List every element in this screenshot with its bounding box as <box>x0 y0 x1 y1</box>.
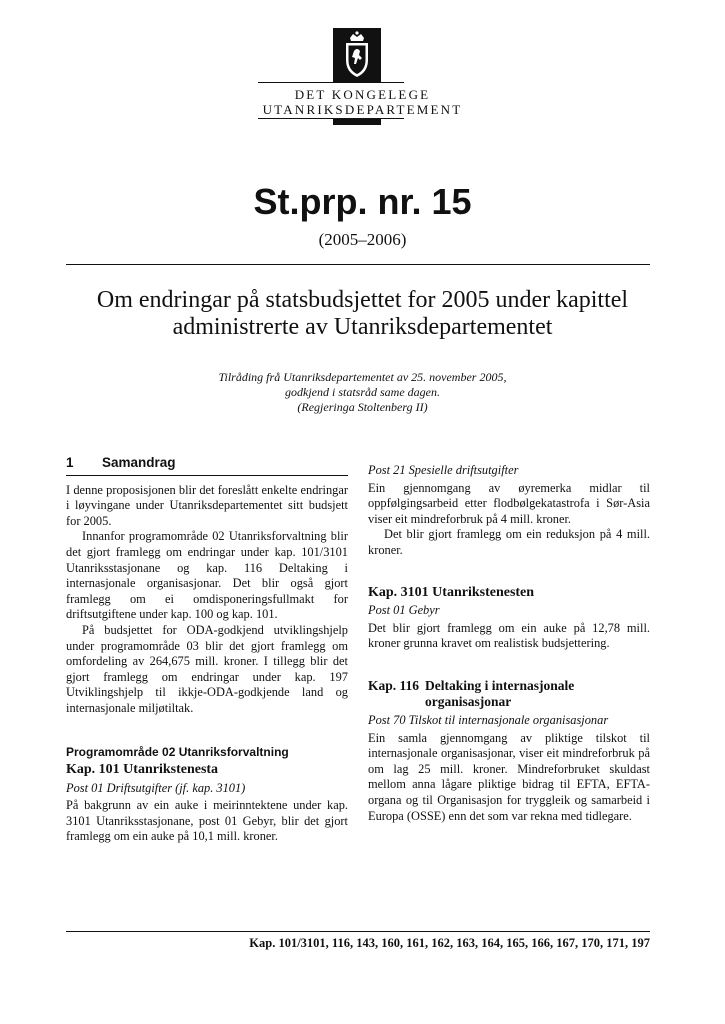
document-title: St.prp. nr. 15 <box>253 181 472 222</box>
left-column <box>66 455 348 845</box>
coat-of-arms-icon <box>333 28 381 82</box>
post-heading: Post 21 Spesielle driftsutgifter <box>368 463 519 477</box>
document-year: (2005–2006) <box>318 230 407 249</box>
paragraph: Det blir gjort framlegg om ein reduksjon på 4 mill. kroner. <box>368 527 650 557</box>
subnote-line1: Tilråding frå Utanriksdepartementet av 25. november 2005, <box>218 370 507 384</box>
chapter-heading: Kap. 3101 Utanrikstenesten <box>368 584 535 600</box>
ministry-name-line1: DET KONGELEGE <box>294 87 431 102</box>
subnote-line3: (Regjeringa Stoltenberg II) <box>297 400 428 414</box>
subnote <box>0 370 725 415</box>
footer-chapter-list: Kap. 101/3101, 116, 143, 160, 161, 162, 163, 164, 165, 166, 167, 170, 171, 197 <box>249 936 650 950</box>
paragraph: På bakgrunn av ein auke i meirinntektene under kap. 3101 Utanriksstasjonane, post 01 Gebyr, blir det gjort framlegg om ein auke på 10,1 mill. kroner. <box>66 798 348 844</box>
paragraph: På budsjettet for ODA-godkjend utviklingshjelp under programområde 03 blir det gjort framlegg om omfordeling av 264,675 mill. kroner. I tillegg blir det gjort framlegg om endringar under kap. 197 Utviklingshjelp til ikkje-ODA-godkjende land og internasjonale miljøtiltak. <box>66 622 348 715</box>
title-divider <box>66 264 650 265</box>
right-column <box>368 463 650 824</box>
paragraph: Det blir gjort framlegg om ein auke på 12,78 mill. kroner grunna kravet om realistisk budsjettering. <box>368 620 650 651</box>
main-title: Om endringar på statsbudsjettet for 2005 under kapittel administrerte av Utanriksdepartementet <box>96 287 629 340</box>
ministry-rule-top <box>258 82 404 83</box>
ministry-rule-bottom <box>258 118 404 119</box>
chapter-heading: Kap. 101 Utanrikstenesta <box>66 762 219 778</box>
programme-heading: Programområde 02 Utanriksforvaltning <box>66 744 289 759</box>
subnote-line2: godkjend i statsråd same dagen. <box>285 385 440 399</box>
chapter-number: Kap. 116 <box>368 677 420 693</box>
section-number: 1 <box>66 455 74 470</box>
section-heading <box>66 455 348 476</box>
post-heading: Post 01 Gebyr <box>368 603 440 618</box>
chapter-heading <box>368 678 650 710</box>
post-heading: Post 01 Driftsutgifter (jf. kap. 3101) <box>66 780 246 795</box>
section-title: Samandrag <box>102 455 176 470</box>
paragraph: Ein samla gjennomgang av pliktige tilskot til internasjonale organisasjonar, viser eit mindreforbruk på om lag 25 mill. kroner. Mindreforbruket skuldast mellom anna lågare pliktige bidrag til EFTA, EFTA-organa og til Organisasjon for tryggleik og samarbeid i Europa (OSSE) enn det som var rekna med tidlegare. <box>368 730 650 823</box>
ministry-name-line2: UTANRIKSDEPARTEMENT <box>262 102 463 117</box>
paragraph: Innanfor programområde 02 Utanriksforvaltning blir det gjort framlegg om endringar under kap. 101/3101 Utanriksstasjonane og kap. 116 Deltaking i internasjonale organisasjonar. Det blir også gjort framlegg om ei omdisponeringsfullmakt for driftsutgiftene under kap. 100 og kap. 101. <box>66 529 348 622</box>
footer-rule <box>66 931 650 932</box>
post-heading: Post 70 Tilskot til internasjonale organisasjonar <box>368 712 609 727</box>
chapter-title: Deltaking i internasjonale organisasjonar <box>425 677 575 709</box>
paragraph: Ein gjennomgang av øyremerka midlar til oppfølgingsarbeid etter flodbølgekatastrofa i Sør-Asia viser eit mindreforbruk på 4 mill. kroner. <box>368 480 650 526</box>
paragraph: I denne proposisjonen blir det foreslått enkelte endringar i løyvingane under Utanriksdepartementet sitt budsjett for 2005. <box>66 482 348 528</box>
logo-bar <box>333 119 381 125</box>
